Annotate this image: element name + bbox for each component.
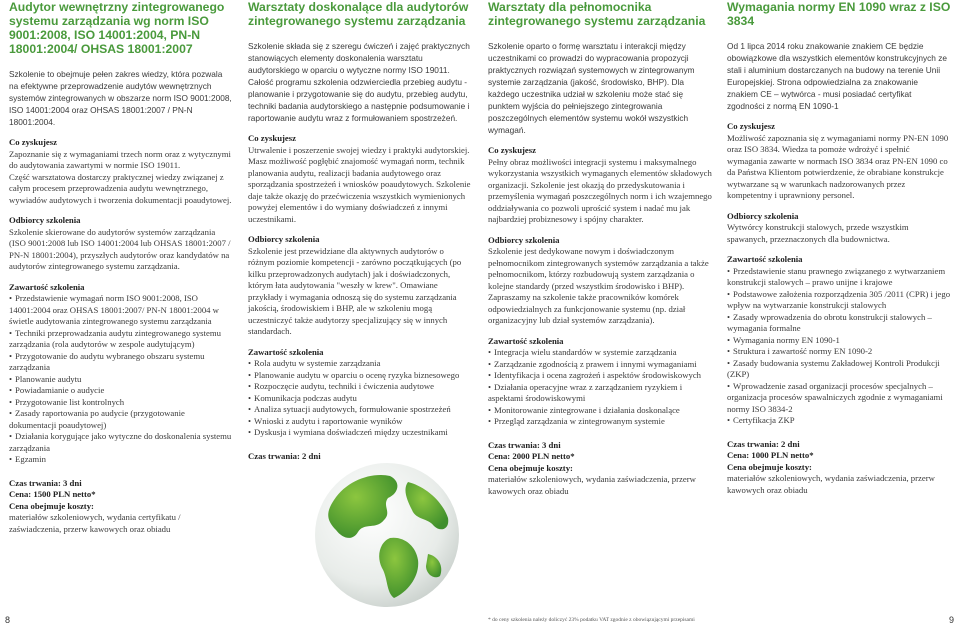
price: Cena: 2000 PLN netto*: [488, 451, 575, 461]
audience-heading: Odbiorcy szkolenia: [727, 210, 799, 221]
duration: Czas trwania: 2 dni: [727, 438, 800, 449]
list-item: • Identyfikacja i ocena zagrożeń i aspektów środowiskowych: [488, 370, 702, 380]
duration: Czas trwania: 3 dni: [488, 439, 561, 450]
bullet-icon: •: [9, 327, 13, 338]
list-item: • Planowanie audytu: [9, 373, 82, 384]
benefits-text: Zapoznanie się z wymaganiami trzech norm oraz z wytycznymi do audytowania zawartymi w normie ISO 19011.: [9, 148, 231, 170]
bullet-icon: •: [9, 431, 13, 441]
list-item: • Planowanie audytu w oparciu o ocenę ryzyka biznesowego: [248, 369, 460, 380]
section-intro: Szkolenie to obejmuje pełen zakres wiedzy, która pozwala na efektywne przeprowadzenie audytów wewnętrznych systemów zintegrowanych w obszarze norm ISO 9001:2008, ISO 14001:2004 oraz OHSAS 18001:2007 / PN-N 18001:2004.: [9, 69, 232, 127]
section-intro: Od 1 lipca 2014 roku znakowanie znakiem CE będzie obowiązkowe dla wszystkich elementów konstrukcyjnych ze stali i aluminium dostarczanych na budowy na terenie Unii Europejskiej. Strona odpowiedzialna za znakowanie znakiem CE – wytwórca - musi posiadać certyfikat zgodności z normą EN 1090-1: [727, 41, 947, 111]
bullet-icon: •: [727, 415, 731, 425]
content-heading: Zawartość szkolenia: [488, 335, 564, 346]
audience-text: Wytwórcy konstrukcji stalowych, przede wszystkim spawanych, przeznaczonych dla budownictwa.: [727, 222, 909, 244]
content-heading: Zawartość szkolenia: [9, 281, 85, 292]
bullet-icon: •: [9, 373, 13, 384]
list-item: • Przedstawienie wymagań norm ISO 9001:2008, ISO 14001:2004 oraz OHSAS 18001:2007/ PN-N 18001:2004 w świetle audytowania zintegrowanego systemu zarządzania: [9, 293, 219, 326]
audience-heading: Odbiorcy szkolenia: [248, 234, 320, 244]
page-number-right: 9: [948, 615, 954, 625]
list-item: • Rozpoczęcie audytu, techniki i ćwiczenia audytowe: [248, 381, 434, 391]
bullet-icon: •: [727, 311, 731, 322]
bullet-icon: •: [727, 265, 731, 276]
content-list: [488, 347, 712, 428]
list-item: • Działania operacyjne wraz z zarządzaniem ryzykiem i aspektami środowiskowymi: [488, 381, 683, 403]
list-item: • Wymagania normy EN 1090-1: [727, 334, 840, 345]
bullet-icon: •: [9, 293, 13, 303]
content-heading: Zawartość szkolenia: [248, 346, 324, 357]
list-item: • Przygotowanie do audytu wybranego obszaru systemu zarządzania: [9, 350, 205, 372]
bullet-icon: •: [9, 350, 13, 361]
cost-heading: Cena obejmuje koszty:: [727, 461, 812, 472]
content-list: [248, 358, 472, 439]
bullet-icon: •: [248, 381, 252, 391]
list-item: • Przegląd zarządzania w zintegrowanym systemie: [488, 416, 665, 426]
bullet-icon: •: [488, 358, 492, 369]
section-title: Audytor wewnętrzny zintegrowanego systemu zarządzania wg norm ISO 9001:2008, ISO 14001:2004, PN-N 18001:2004/ OHSAS 18001:2007: [9, 0, 225, 56]
audience-text: Szkolenie skierowane do audytorów systemów zarządzania (ISO 9001:2008 lub ISO 14001:2004 lub OHSAS 18001:2007 / PN-N 18001:2004), przyszłych audytorów oraz kandydatów na audytorów zintegrowanego systemu zarządzania.: [9, 226, 231, 271]
bullet-icon: •: [9, 454, 13, 464]
list-item: • Wprowadzenie zasad organizacji procesów specjalnych – organizacja procesów spawalniczych zgodnie z wymaganiami normy ISO 3834-2: [727, 380, 943, 414]
bullet-icon: •: [488, 370, 492, 380]
bullet-icon: •: [248, 369, 252, 380]
column-auditor-workshop: [248, 0, 472, 462]
bullet-icon: •: [488, 404, 492, 415]
section-title: Warsztaty dla pełnomocnika zintegrowanego systemu zarządzania: [488, 0, 706, 28]
column-internal-auditor: [9, 0, 233, 535]
list-item: • Przedstawienie stanu prawnego związanego z wytwarzaniem konstrukcji stalowych – prawo unijne i krajowe: [727, 265, 946, 287]
duration: Czas trwania: 3 dni: [9, 477, 82, 488]
list-item: • Integracja wielu standardów w systemie zarządzania: [488, 347, 677, 357]
audience-text: Szkolenie jest przewidziane dla aktywnych audytorów o różnym poziomie kompetencji - zarówno początkujących (po kilku przeprowadzonych audytach) jak i doświadczonych, którym łata audytowania "weszły w krew". Omawiane przykłady i wymagania odnoszą się do systemu zarządzania jakością, środowiskiem i BHP, ale w szkoleniu mogą uczestniczyć także audytorzy specjalizujący się w innych standardach.: [248, 245, 462, 336]
benefits-heading: Co zyskujesz: [248, 133, 297, 143]
bullet-icon: •: [488, 416, 492, 426]
list-item: • Powiadamianie o audycie: [9, 385, 105, 395]
bullet-icon: •: [727, 288, 731, 299]
list-item: • Przygotowanie list kontrolnych: [9, 396, 125, 407]
benefits-text-2: Część warsztatowa dostarczy praktycznej wiedzy związanej z całym procesem przeprowadzenia audytu wewnętrznego, wywiadów audytowych i tworzenia dokumentacji poaudytowej.: [9, 171, 232, 205]
bullet-icon: •: [9, 408, 13, 418]
list-item: • Zarządzanie zgodnością z prawem i innymi wymaganiami: [488, 358, 697, 369]
price: Cena: 1500 PLN netto*: [9, 489, 96, 499]
cost-heading: Cena obejmuje koszty:: [488, 462, 573, 473]
bullet-icon: •: [248, 415, 252, 426]
list-item: • Komunikacja podczas audytu: [248, 392, 357, 403]
benefits-text: Utrwalenie i poszerzenie swojej wiedzy i praktyki audytorskiej. Masz możliwość pogłębić znajomość wymagań norm, technik planowania audytu, realizacji badania audytowego oraz sporządzania spostrzeżeń i wniosków poaudytowych. Szkolenie daje także okazję do przećwiczenia wszystkich wymienionych powyżej elementów i do wymiany doświadczeń z innymi uczestnikami.: [248, 144, 471, 224]
list-item: • Podstawowe założenia rozporządzenia 305 /2011 (CPR) i jego wpływ na wytwarzanie konstrukcji stalowych: [727, 288, 951, 310]
page-number-left: 8: [5, 615, 11, 625]
bullet-icon: •: [488, 381, 492, 392]
bullet-icon: •: [248, 427, 252, 437]
footnote: * do ceny szkolenia należy doliczyć 23% podatku VAT zgodnie z obowiązującymi przepisami: [488, 617, 695, 623]
column-en1090: [727, 0, 951, 496]
cost-heading: Cena obejmuje koszty:: [9, 500, 94, 511]
benefits-heading: Co zyskujesz: [727, 121, 776, 131]
bullet-icon: •: [248, 358, 252, 368]
list-item: • Egzamin: [9, 454, 46, 464]
benefits-text: Pełny obraz możliwości integracji systemu i maksymalnego wykorzystania wszystkich wymaganych elementów składowych organizacji. Szkolenie jest okazją do przedyskutowania i przemyślenia wymagań poszczególnych norm i ich wzajemnego oddziaływania co pozwoli uprościć system i nadać mu jak najbardziej probiznesowy i spójny charakter.: [488, 156, 712, 224]
section-intro: Szkolenie oparto o formę warsztatu i interakcji między uczestnikami co prowadzi do wypracowania propozycji praktycznych rozwiązań systemowych w zintegrowanym systemie zarządzania (jakość, środowisko, BHP). Dla każdego uczestnika udział w szkoleniu może stać się punktem wyjścia do pełniejszego zintegrowania poszczególnych elementów systemu wokół wszystkich wymagań.: [488, 41, 695, 135]
list-item: • Działania korygujące jako wytyczne do doskonalenia systemu zarządzania: [9, 431, 232, 453]
list-item: • Zasady wprowadzenia do obrotu konstrukcji stalowych – wymagania formalne: [727, 311, 932, 333]
list-item: • Zasady raportowania po audycie (przygotowanie dokumentacji poaudytowej): [9, 408, 185, 430]
content-list: [727, 266, 951, 427]
bullet-icon: •: [727, 357, 731, 368]
globe-icon: [312, 460, 462, 610]
price: Cena: 1000 PLN netto*: [727, 450, 814, 460]
list-item: • Wnioski z audytu i raportowanie wyników: [248, 415, 403, 426]
section-title: Wymagania normy EN 1090 wraz z ISO 3834: [727, 0, 951, 28]
content-list: [9, 293, 233, 466]
bullet-icon: •: [727, 334, 731, 345]
bullet-icon: •: [248, 392, 252, 403]
list-item: • Analiza sytuacji audytowych, formułowanie spostrzeżeń: [248, 404, 451, 414]
list-item: • Struktura i zawartość normy EN 1090-2: [727, 346, 873, 356]
bullet-icon: •: [248, 404, 252, 414]
section-title: Warsztaty doskonalące dla audytorów zintegrowanego systemu zarządzania: [248, 0, 469, 28]
section-intro: Szkolenie składa się z szeregu ćwiczeń i zajęć praktycznych stanowiących elementy doskonalenia warsztatu audytorskiego w oparciu o wytyczne normy ISO 19011. Całość programu szkolenia odzwierciedla przebieg audytu - planowanie i przygotowanie się do audytu, przebieg audytu, techniki badania audytorskiego a następnie podsumowanie i raportowanie audytu wraz z formułowaniem spostrzeżeń.: [248, 41, 470, 123]
duration: Czas trwania: 2 dni: [248, 450, 321, 461]
cost-text: materiałów szkoleniowych, wydania zaświadczenia, przerw kawowych oraz obiadu: [488, 474, 696, 496]
list-item: • Techniki przeprowadzania audytu zintegrowanego systemu zarządzania (rola audytorów w zespole audytującym): [9, 327, 221, 349]
bullet-icon: •: [727, 346, 731, 356]
benefits-heading: Co zyskujesz: [9, 137, 58, 147]
content-heading: Zawartość szkolenia: [727, 254, 803, 264]
bullet-icon: •: [727, 380, 731, 391]
bullet-icon: •: [9, 385, 13, 395]
benefits-heading: Co zyskujesz: [488, 145, 537, 155]
column-representative-workshop: [488, 0, 712, 497]
bullet-icon: •: [9, 396, 13, 407]
audience-heading: Odbiorcy szkolenia: [9, 215, 81, 225]
list-item: • Monitorowanie zintegrowane i działania doskonalące: [488, 404, 680, 415]
audience-heading: Odbiorcy szkolenia: [488, 234, 560, 245]
list-item: • Rola audytu w systemie zarządzania: [248, 358, 381, 368]
bullet-icon: •: [488, 347, 492, 357]
list-item: • Zasady budowania systemu Zakładowej Kontroli Produkcji (ZKP): [727, 357, 940, 379]
audience-text: Szkolenie jest dedykowane nowym i doświadczonym pełnomocnikom zintegrowanych systemów zarządzania a także pełnomocnikom, którzy rozbudowują system zarządzania o kolejne standardy (przed wszystkim środowisko i BHP). Zapraszamy na szkolenie także pracowników komórek odpowiedzialnych za funkcjonowanie systemu (np. dział organizacyjny lub dział systemów zarządzania).: [488, 246, 709, 325]
cost-text: materiałów szkoleniowych, wydania certyfikatu / zaświadczenia, przerw kawowych oraz obiadu: [9, 512, 181, 534]
list-item: • Certyfikacja ZKP: [727, 415, 795, 425]
benefits-text: Możliwość zapoznania się z wymaganiami normy PN-EN 1090 oraz ISO 3834. Wiedza ta pomoże wdrożyć i spełnić wymagania zawarte w normach ISO 3834 oraz PN-EN 1090 co da Państwa Klientom potwierdzenie, że obrabiane konstrukcje wytwarzane są w warunkach nadzorowanych przez kompetentny i uprawniony personel.: [727, 132, 949, 200]
list-item: • Dyskusja i wymiana doświadczeń między uczestnikami: [248, 427, 448, 437]
cost-text: materiałów szkoleniowych, wydania zaświadczenia, przerw kawowych oraz obiadu: [727, 473, 935, 495]
